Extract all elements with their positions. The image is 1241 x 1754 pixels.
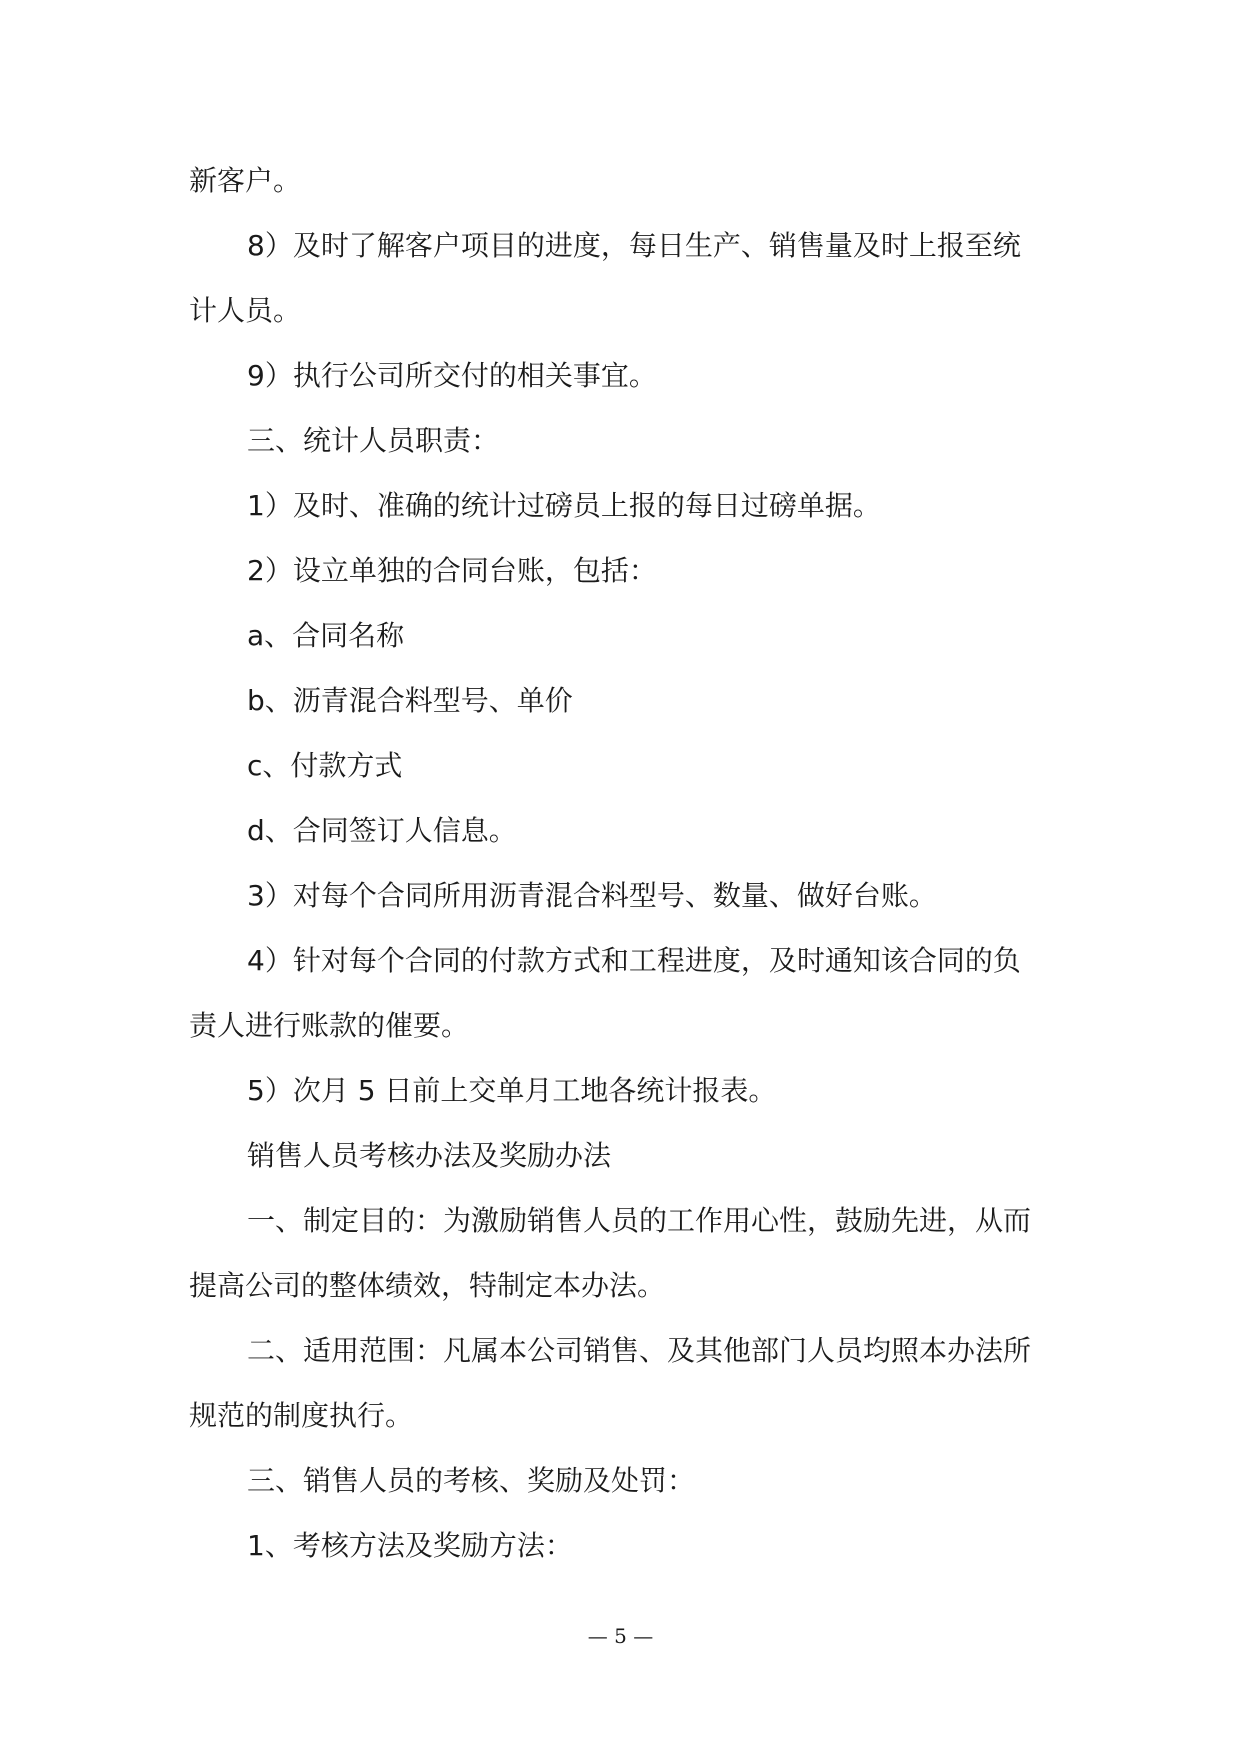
list-item [0,1513,1241,1578]
text-line: 1）及时、准确的统计过磅员上报的每日过磅单据。 [247,489,881,522]
text-line: 2）设立单独的合同台账，包括： [247,554,657,587]
text-line: b、沥青混合料型号、单价 [247,684,573,717]
list-item [0,538,1241,603]
text-line: 4）针对每个合同的付款方式和工程进度，及时通知该合同的负 [247,944,1021,977]
list-item [0,928,1241,1058]
paragraph [0,213,1241,343]
text-line: 三、销售人员的考核、奖励及处罚： [247,1464,696,1497]
section-heading [0,408,1241,473]
section-heading [0,1448,1241,1513]
text-line: 二、适用范围：凡属本公司销售、及其他部门人员均照本办法所 [247,1334,1032,1367]
text-line: 9）执行公司所交付的相关事宜。 [247,359,657,392]
list-item [0,473,1241,538]
text-line: 责人进行账款的催要。 [189,1009,470,1042]
page-number: — 5 — [587,1624,654,1648]
text-line: 规范的制度执行。 [189,1399,414,1432]
paragraph [0,148,1241,213]
text-line: 1、考核方法及奖励方法： [247,1529,573,1562]
text-line: 提高公司的整体绩效，特制定本办法。 [189,1269,666,1302]
text-line: 销售人员考核办法及奖励办法 [247,1139,612,1172]
text-line: 计人员。 [189,294,302,327]
paragraph [0,343,1241,408]
text-line: 三、统计人员职责： [247,424,500,457]
text-line: d、合同签订人信息。 [247,814,517,847]
text-line: a、合同名称 [247,619,405,652]
section-title [0,1123,1241,1188]
list-item [0,1058,1241,1123]
text-line: c、付款方式 [247,749,403,782]
paragraph [0,1188,1241,1318]
sub-list-item [0,798,1241,863]
sub-list-item [0,733,1241,798]
text-line: 新客户。 [189,164,302,197]
text-line: 8）及时了解客户项目的进度，每日生产、销售量及时上报至统 [247,229,1021,262]
text-line: 5）次月 5 日前上交单月工地各统计报表。 [247,1074,777,1107]
sub-list-item [0,668,1241,733]
sub-list-item [0,603,1241,668]
text-line: 3）对每个合同所用沥青混合料型号、数量、做好台账。 [247,879,937,912]
list-item [0,863,1241,928]
paragraph [0,1318,1241,1448]
text-line: 一、制定目的：为激励销售人员的工作用心性，鼓励先进，从而 [247,1204,1032,1237]
